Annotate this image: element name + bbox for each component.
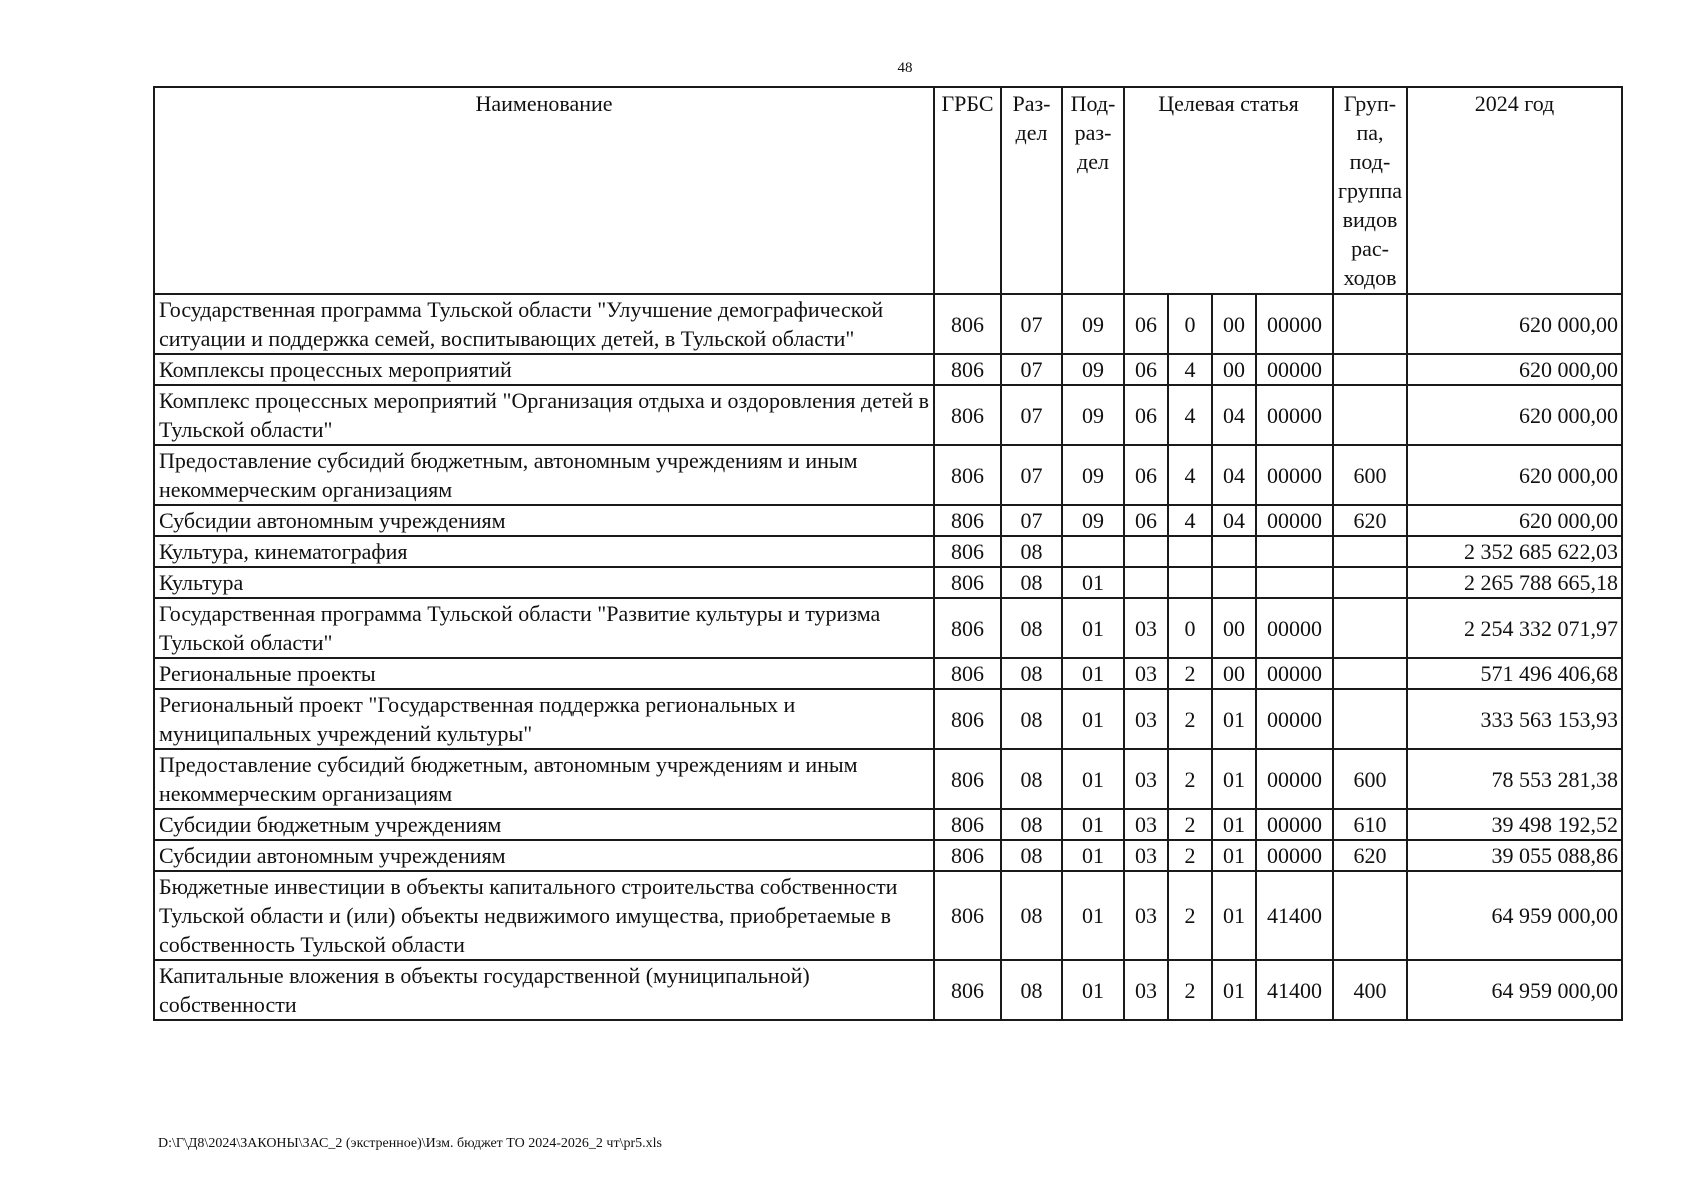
cell-target-subprogram (1212, 567, 1256, 598)
header-target-article: Целевая статья (1124, 87, 1333, 294)
cell-target-type (1168, 567, 1212, 598)
cell-target-type: 4 (1168, 385, 1212, 445)
table-row (154, 809, 1622, 840)
cell-podrazdel: 09 (1062, 354, 1124, 385)
cell-target-direction: 41400 (1256, 871, 1333, 960)
table-row (154, 294, 1622, 354)
cell-name: Субсидии автономным учреждениям (154, 840, 934, 871)
cell-target-direction: 00000 (1256, 689, 1333, 749)
table-row (154, 840, 1622, 871)
cell-target-type: 2 (1168, 689, 1212, 749)
cell-grbs: 806 (934, 536, 1001, 567)
cell-podrazdel: 01 (1062, 598, 1124, 658)
cell-target-subprogram: 01 (1212, 871, 1256, 960)
header-razdel: Раз-дел (1001, 87, 1062, 294)
cell-name: Культура (154, 567, 934, 598)
cell-name: Бюджетные инвестиции в объекты капитального строительства собственности Тульской области и (или) объекты недвижимого имущества, приобретаемые в собственность Тульской области (154, 871, 934, 960)
cell-amount: 620 000,00 (1407, 445, 1622, 505)
cell-target-type: 4 (1168, 354, 1212, 385)
cell-expense-group (1333, 385, 1407, 445)
cell-grbs: 806 (934, 658, 1001, 689)
cell-target-program (1124, 567, 1168, 598)
cell-razdel: 08 (1001, 536, 1062, 567)
cell-amount: 64 959 000,00 (1407, 960, 1622, 1020)
cell-name: Предоставление субсидий бюджетным, автономным учреждениям и иным некоммерческим организациям (154, 749, 934, 809)
table-row (154, 505, 1622, 536)
cell-target-type: 2 (1168, 809, 1212, 840)
table-row (154, 385, 1622, 445)
cell-razdel: 08 (1001, 598, 1062, 658)
cell-target-direction: 00000 (1256, 809, 1333, 840)
cell-razdel: 08 (1001, 567, 1062, 598)
cell-target-subprogram: 01 (1212, 809, 1256, 840)
cell-expense-group (1333, 354, 1407, 385)
cell-razdel: 08 (1001, 689, 1062, 749)
cell-expense-group: 610 (1333, 809, 1407, 840)
cell-target-program: 06 (1124, 294, 1168, 354)
cell-target-subprogram: 04 (1212, 505, 1256, 536)
cell-target-program: 03 (1124, 871, 1168, 960)
cell-amount: 78 553 281,38 (1407, 749, 1622, 809)
cell-target-program: 03 (1124, 598, 1168, 658)
cell-target-type: 4 (1168, 445, 1212, 505)
cell-amount: 39 055 088,86 (1407, 840, 1622, 871)
cell-target-subprogram (1212, 536, 1256, 567)
cell-amount: 2 265 788 665,18 (1407, 567, 1622, 598)
cell-grbs: 806 (934, 871, 1001, 960)
cell-razdel: 08 (1001, 960, 1062, 1020)
cell-podrazdel: 01 (1062, 809, 1124, 840)
cell-target-subprogram: 01 (1212, 840, 1256, 871)
cell-target-type: 4 (1168, 505, 1212, 536)
cell-razdel: 08 (1001, 871, 1062, 960)
cell-grbs: 806 (934, 505, 1001, 536)
cell-grbs: 806 (934, 294, 1001, 354)
cell-podrazdel: 01 (1062, 749, 1124, 809)
cell-podrazdel: 09 (1062, 294, 1124, 354)
cell-expense-group: 620 (1333, 840, 1407, 871)
cell-razdel: 07 (1001, 354, 1062, 385)
cell-razdel: 07 (1001, 505, 1062, 536)
cell-target-program: 06 (1124, 385, 1168, 445)
cell-target-direction: 00000 (1256, 840, 1333, 871)
cell-name: Субсидии автономным учреждениям (154, 505, 934, 536)
cell-target-type: 2 (1168, 658, 1212, 689)
cell-target-program: 03 (1124, 960, 1168, 1020)
table-row (154, 749, 1622, 809)
cell-name: Субсидии бюджетным учреждениям (154, 809, 934, 840)
cell-expense-group (1333, 567, 1407, 598)
cell-target-subprogram: 04 (1212, 445, 1256, 505)
cell-target-program: 03 (1124, 658, 1168, 689)
cell-target-program (1124, 536, 1168, 567)
cell-podrazdel: 09 (1062, 445, 1124, 505)
cell-razdel: 07 (1001, 445, 1062, 505)
cell-razdel: 08 (1001, 840, 1062, 871)
cell-target-type (1168, 536, 1212, 567)
cell-podrazdel: 09 (1062, 385, 1124, 445)
cell-expense-group (1333, 598, 1407, 658)
cell-grbs: 806 (934, 809, 1001, 840)
header-podrazdel: Под-раз-дел (1062, 87, 1124, 294)
table-header (154, 87, 1622, 294)
cell-target-type: 2 (1168, 960, 1212, 1020)
cell-razdel: 08 (1001, 658, 1062, 689)
table-row (154, 960, 1622, 1020)
cell-amount: 620 000,00 (1407, 354, 1622, 385)
cell-target-subprogram: 00 (1212, 598, 1256, 658)
cell-target-direction: 00000 (1256, 658, 1333, 689)
page-number: 48 (897, 60, 913, 76)
table-row (154, 354, 1622, 385)
cell-razdel: 07 (1001, 294, 1062, 354)
cell-target-direction: 00000 (1256, 294, 1333, 354)
cell-target-subprogram: 00 (1212, 354, 1256, 385)
cell-target-direction (1256, 567, 1333, 598)
cell-name: Государственная программа Тульской области "Развитие культуры и туризма Тульской области" (154, 598, 934, 658)
cell-podrazdel (1062, 536, 1124, 567)
table-row (154, 598, 1622, 658)
cell-name: Региональные проекты (154, 658, 934, 689)
cell-name: Предоставление субсидий бюджетным, автономным учреждениям и иным некоммерческим организациям (154, 445, 934, 505)
cell-target-subprogram: 00 (1212, 294, 1256, 354)
cell-expense-group (1333, 689, 1407, 749)
cell-amount: 571 496 406,68 (1407, 658, 1622, 689)
cell-amount: 620 000,00 (1407, 505, 1622, 536)
cell-target-direction: 00000 (1256, 354, 1333, 385)
table-row (154, 567, 1622, 598)
cell-amount: 620 000,00 (1407, 385, 1622, 445)
cell-grbs: 806 (934, 567, 1001, 598)
cell-podrazdel: 09 (1062, 505, 1124, 536)
header-year-2024: 2024 год (1407, 87, 1622, 294)
cell-podrazdel: 01 (1062, 840, 1124, 871)
cell-name: Комплексы процессных мероприятий (154, 354, 934, 385)
cell-target-direction: 00000 (1256, 445, 1333, 505)
cell-amount: 620 000,00 (1407, 294, 1622, 354)
cell-target-program: 06 (1124, 505, 1168, 536)
cell-expense-group (1333, 294, 1407, 354)
cell-target-type: 2 (1168, 840, 1212, 871)
cell-podrazdel: 01 (1062, 658, 1124, 689)
cell-grbs: 806 (934, 840, 1001, 871)
budget-table (153, 86, 1623, 1021)
cell-name: Государственная программа Тульской области "Улучшение демографической ситуации и поддержка семей, воспитывающих детей, в Тульской области" (154, 294, 934, 354)
cell-target-type: 0 (1168, 294, 1212, 354)
cell-amount: 2 254 332 071,97 (1407, 598, 1622, 658)
cell-grbs: 806 (934, 598, 1001, 658)
cell-target-subprogram: 01 (1212, 689, 1256, 749)
cell-razdel: 07 (1001, 385, 1062, 445)
cell-amount: 64 959 000,00 (1407, 871, 1622, 960)
cell-razdel: 08 (1001, 749, 1062, 809)
cell-grbs: 806 (934, 689, 1001, 749)
header-grbs: ГРБС (934, 87, 1001, 294)
cell-target-direction: 00000 (1256, 385, 1333, 445)
cell-target-direction: 00000 (1256, 749, 1333, 809)
table-row (154, 445, 1622, 505)
cell-target-subprogram: 00 (1212, 658, 1256, 689)
cell-podrazdel: 01 (1062, 689, 1124, 749)
cell-podrazdel: 01 (1062, 871, 1124, 960)
cell-grbs: 806 (934, 385, 1001, 445)
cell-target-subprogram: 01 (1212, 960, 1256, 1020)
cell-amount: 2 352 685 622,03 (1407, 536, 1622, 567)
cell-target-program: 03 (1124, 809, 1168, 840)
cell-target-program: 03 (1124, 749, 1168, 809)
cell-amount: 333 563 153,93 (1407, 689, 1622, 749)
cell-target-type: 2 (1168, 749, 1212, 809)
cell-grbs: 806 (934, 749, 1001, 809)
cell-amount: 39 498 192,52 (1407, 809, 1622, 840)
cell-target-direction (1256, 536, 1333, 567)
cell-expense-group: 620 (1333, 505, 1407, 536)
table-row (154, 871, 1622, 960)
cell-target-subprogram: 04 (1212, 385, 1256, 445)
header-name: Наименование (154, 87, 934, 294)
cell-expense-group: 600 (1333, 749, 1407, 809)
cell-expense-group (1333, 871, 1407, 960)
table-row (154, 689, 1622, 749)
cell-expense-group (1333, 536, 1407, 567)
cell-grbs: 806 (934, 445, 1001, 505)
cell-expense-group: 600 (1333, 445, 1407, 505)
cell-name: Региональный проект "Государственная поддержка региональных и муниципальных учреждений культуры" (154, 689, 934, 749)
cell-grbs: 806 (934, 960, 1001, 1020)
table-body (154, 294, 1622, 1020)
table-row (154, 658, 1622, 689)
cell-podrazdel: 01 (1062, 567, 1124, 598)
cell-target-program: 06 (1124, 354, 1168, 385)
cell-grbs: 806 (934, 354, 1001, 385)
cell-expense-group (1333, 658, 1407, 689)
cell-podrazdel: 01 (1062, 960, 1124, 1020)
cell-target-program: 03 (1124, 840, 1168, 871)
cell-target-direction: 00000 (1256, 598, 1333, 658)
cell-name: Комплекс процессных мероприятий "Организация отдыха и оздоровления детей в Тульской области" (154, 385, 934, 445)
cell-target-direction: 41400 (1256, 960, 1333, 1020)
file-path-footer: D:\Г\Д8\2024\ЗАКОНЫ\ЗАС_2 (экстренное)\Изм. бюджет ТО 2024-2026_2 чт\pr5.xls (158, 1136, 662, 1151)
cell-target-direction: 00000 (1256, 505, 1333, 536)
cell-name: Капитальные вложения в объекты государственной (муниципальной) собственности (154, 960, 934, 1020)
cell-target-program: 06 (1124, 445, 1168, 505)
cell-target-program: 03 (1124, 689, 1168, 749)
table-row (154, 536, 1622, 567)
header-expense-group: Груп-па, под-группа видов рас-ходов (1333, 87, 1407, 294)
cell-name: Культура, кинематография (154, 536, 934, 567)
cell-target-subprogram: 01 (1212, 749, 1256, 809)
cell-razdel: 08 (1001, 809, 1062, 840)
cell-target-type: 0 (1168, 598, 1212, 658)
cell-expense-group: 400 (1333, 960, 1407, 1020)
cell-target-type: 2 (1168, 871, 1212, 960)
